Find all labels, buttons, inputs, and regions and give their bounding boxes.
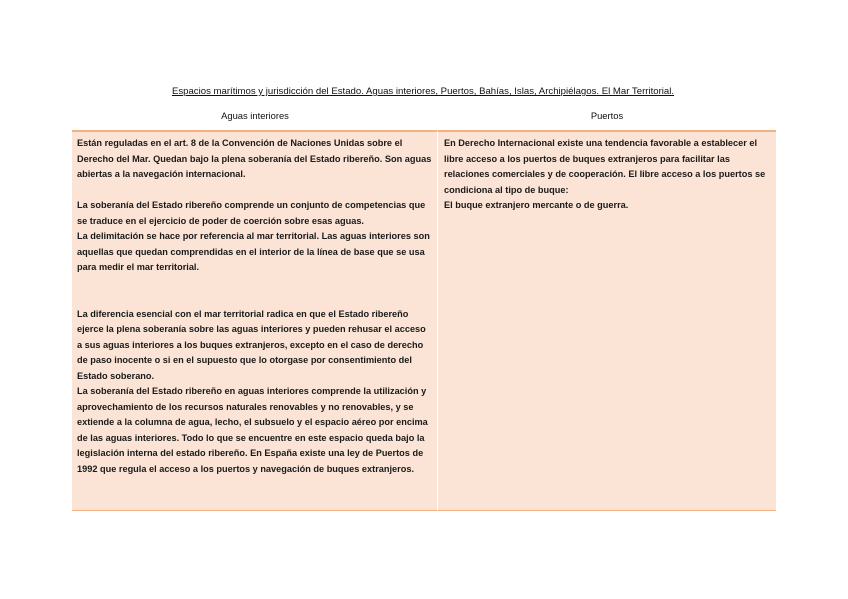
cell-aguas-interiores [72, 130, 438, 511]
paragraph: La soberanía del Estado ribereño comprende un conjunto de competencias que se traduce en el ejercicio de poder de coerción sobre esas aguas. [77, 200, 426, 226]
paragraph: La diferencia esencial con el mar territorial radica en que el Estado ribereño ejerce la plena soberanía sobre las aguas interiores y pueden rehusar el acceso a sus aguas interiores a los buques extranjeros, excepto en el caso de derecho de paso inocente o si en el supuesto que lo otorgase por consentimiento del Estado soberano. [77, 308, 426, 381]
paragraph: La soberanía del Estado ribereño en aguas interiores comprende la utilización y aprovechamiento de los recursos naturales renovables y no renovables, y se extiende a la columna de agua, lecho, el subsuelo y el espacio aéreo por encima de las aguas interiores. Todo lo que se encuentre en este espacio queda bajo la legislación interna del estado ribereño. En España existe una ley de Puertos de 1992 que regula el acceso a los puertos y navegación de buques extranjeros. [77, 386, 428, 474]
content-table [72, 130, 776, 511]
cell-puertos [438, 130, 776, 511]
paragraph-spacer [77, 291, 432, 307]
document-title: Espacios marítimos y jurisdicción del Estado. Aguas interiores, Puertos, Bahías, Islas, Archipiélagos. El Mar Territorial. [171, 86, 675, 97]
paragraph: La delimitación se hace por referencia al mar territorial. Las aguas interiores son aquellas que quedan comprendidas en el interior de la línea de base que se usa para medir el mar territorial. [77, 231, 430, 272]
paragraph-spacer [77, 183, 432, 199]
column-header-aguas-interiores: Aguas interiores [221, 110, 289, 121]
paragraph: Están reguladas en el art. 8 de la Convención de Naciones Unidas sobre el Derecho del Mar. Quedan bajo la plena soberanía del Estado ribereño. Son aguas abiertas a la navegación internacional. [77, 138, 432, 179]
paragraph: En Derecho Internacional existe una tendencia favorable a establecer el libre acceso a los puertos de buques extranjeros para facilitar las relaciones comerciales y de cooperación. El libre acceso a los puertos se condiciona al tipo de buque: [444, 138, 766, 195]
paragraph-spacer [77, 276, 432, 292]
paragraph: El buque extranjero mercante o de guerra. [444, 200, 629, 210]
column-header-puertos: Puertos [590, 110, 624, 121]
